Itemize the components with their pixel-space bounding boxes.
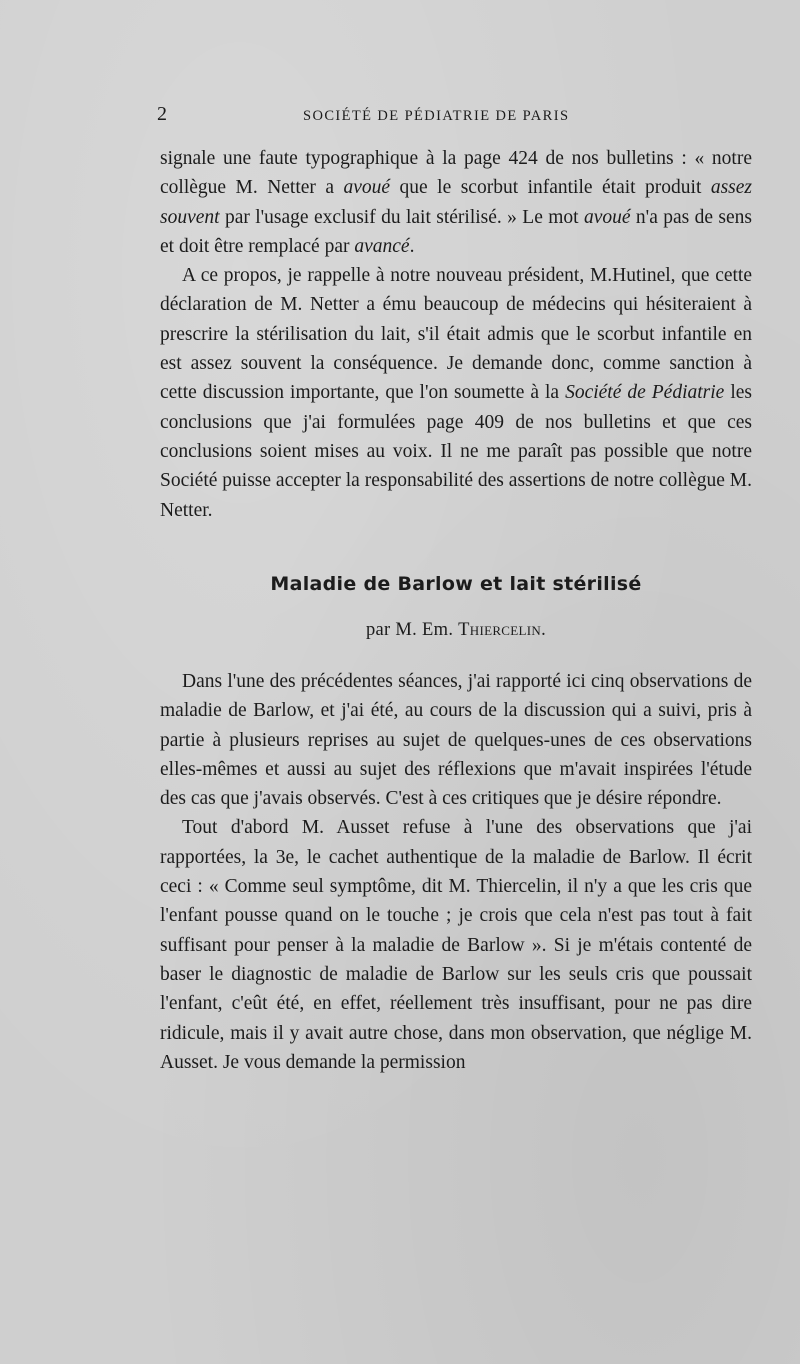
author-name: Thiercelin — [458, 620, 542, 640]
article-byline: par M. Em. Thiercelin. — [365, 620, 547, 640]
journal-title: SOCIÉTÉ DE PÉDIATRIE DE PARIS — [303, 108, 570, 124]
page-number: 2 — [157, 103, 167, 125]
article-paragraph-2: Tout d'abord M. Ausset refuse à l'une des observations que j'ai rapportées, la 3e, le cachet authentique de la maladie de Barlow. Il écrit ceci : « Comme seul symptôme, dit M. Thiercelin, il n'y a que les cris que l'enfant pousse quand on le touche ; je crois que cela n'est pas tout à fait suffisant pour penser à la maladie de Barlow ». Si je m'étais contenté de baser le diagnostic de maladie de Barlow sur les seuls cris que poussait l'enfant, c'eût été, en effet, réellement très insuffisant, pour ne pas dire ridicule, mais il y avait autre chose, dans mon observation, que néglige M. Ausset. Je vous demande la permission — [160, 817, 752, 1073]
intro-paragraph-1: signale une faute typographique à la page 424 de nos bulletins : « notre collègue M. Netter a avoué que le scorbut infantile était produit assez souvent par l'usage exclusif du lait stérilisé. » Le mot avoué n'a pas de sens et doit être remplacé par avancé. — [160, 148, 753, 257]
intro-text — [160, 144, 752, 525]
intro-paragraph-2: A ce propos, je rappelle à notre nouveau président, M.Hutinel, que cette déclaration de M. Netter a ému beaucoup de médecins qui hésiteraient à prescrire la stérilisation du lait, s'il était admis que le scorbut infantile en est assez souvent la conséquence. Je demande donc, comme sanction à cette discussion importante, que l'on soumette à la Société de Pédiatrie les conclusions que j'ai formulées page 409 de nos bulletins et que ces conclusions soient mises au voix. Il ne me paraît pas possible que notre Société puisse accepter la responsabilité des assertions de notre collègue M. Netter. — [160, 265, 752, 521]
article-paragraph-1: Dans l'une des précédentes séances, j'ai rapporté ici cinq observations de maladie de Barlow, et j'ai été, au cours de la discussion qui a suivi, pris à partie à plusieurs reprises au sujet de quelques-unes de ces observations elles-mêmes et aussi au sujet des réflexions que m'avait inspirées l'étude des cas que j'avais observés. C'est à ces critiques que je désire répondre. — [160, 671, 752, 810]
running-head — [157, 103, 747, 129]
article-title: Maladie de Barlow et lait stérilisé — [270, 573, 642, 595]
article-body — [160, 667, 752, 1077]
